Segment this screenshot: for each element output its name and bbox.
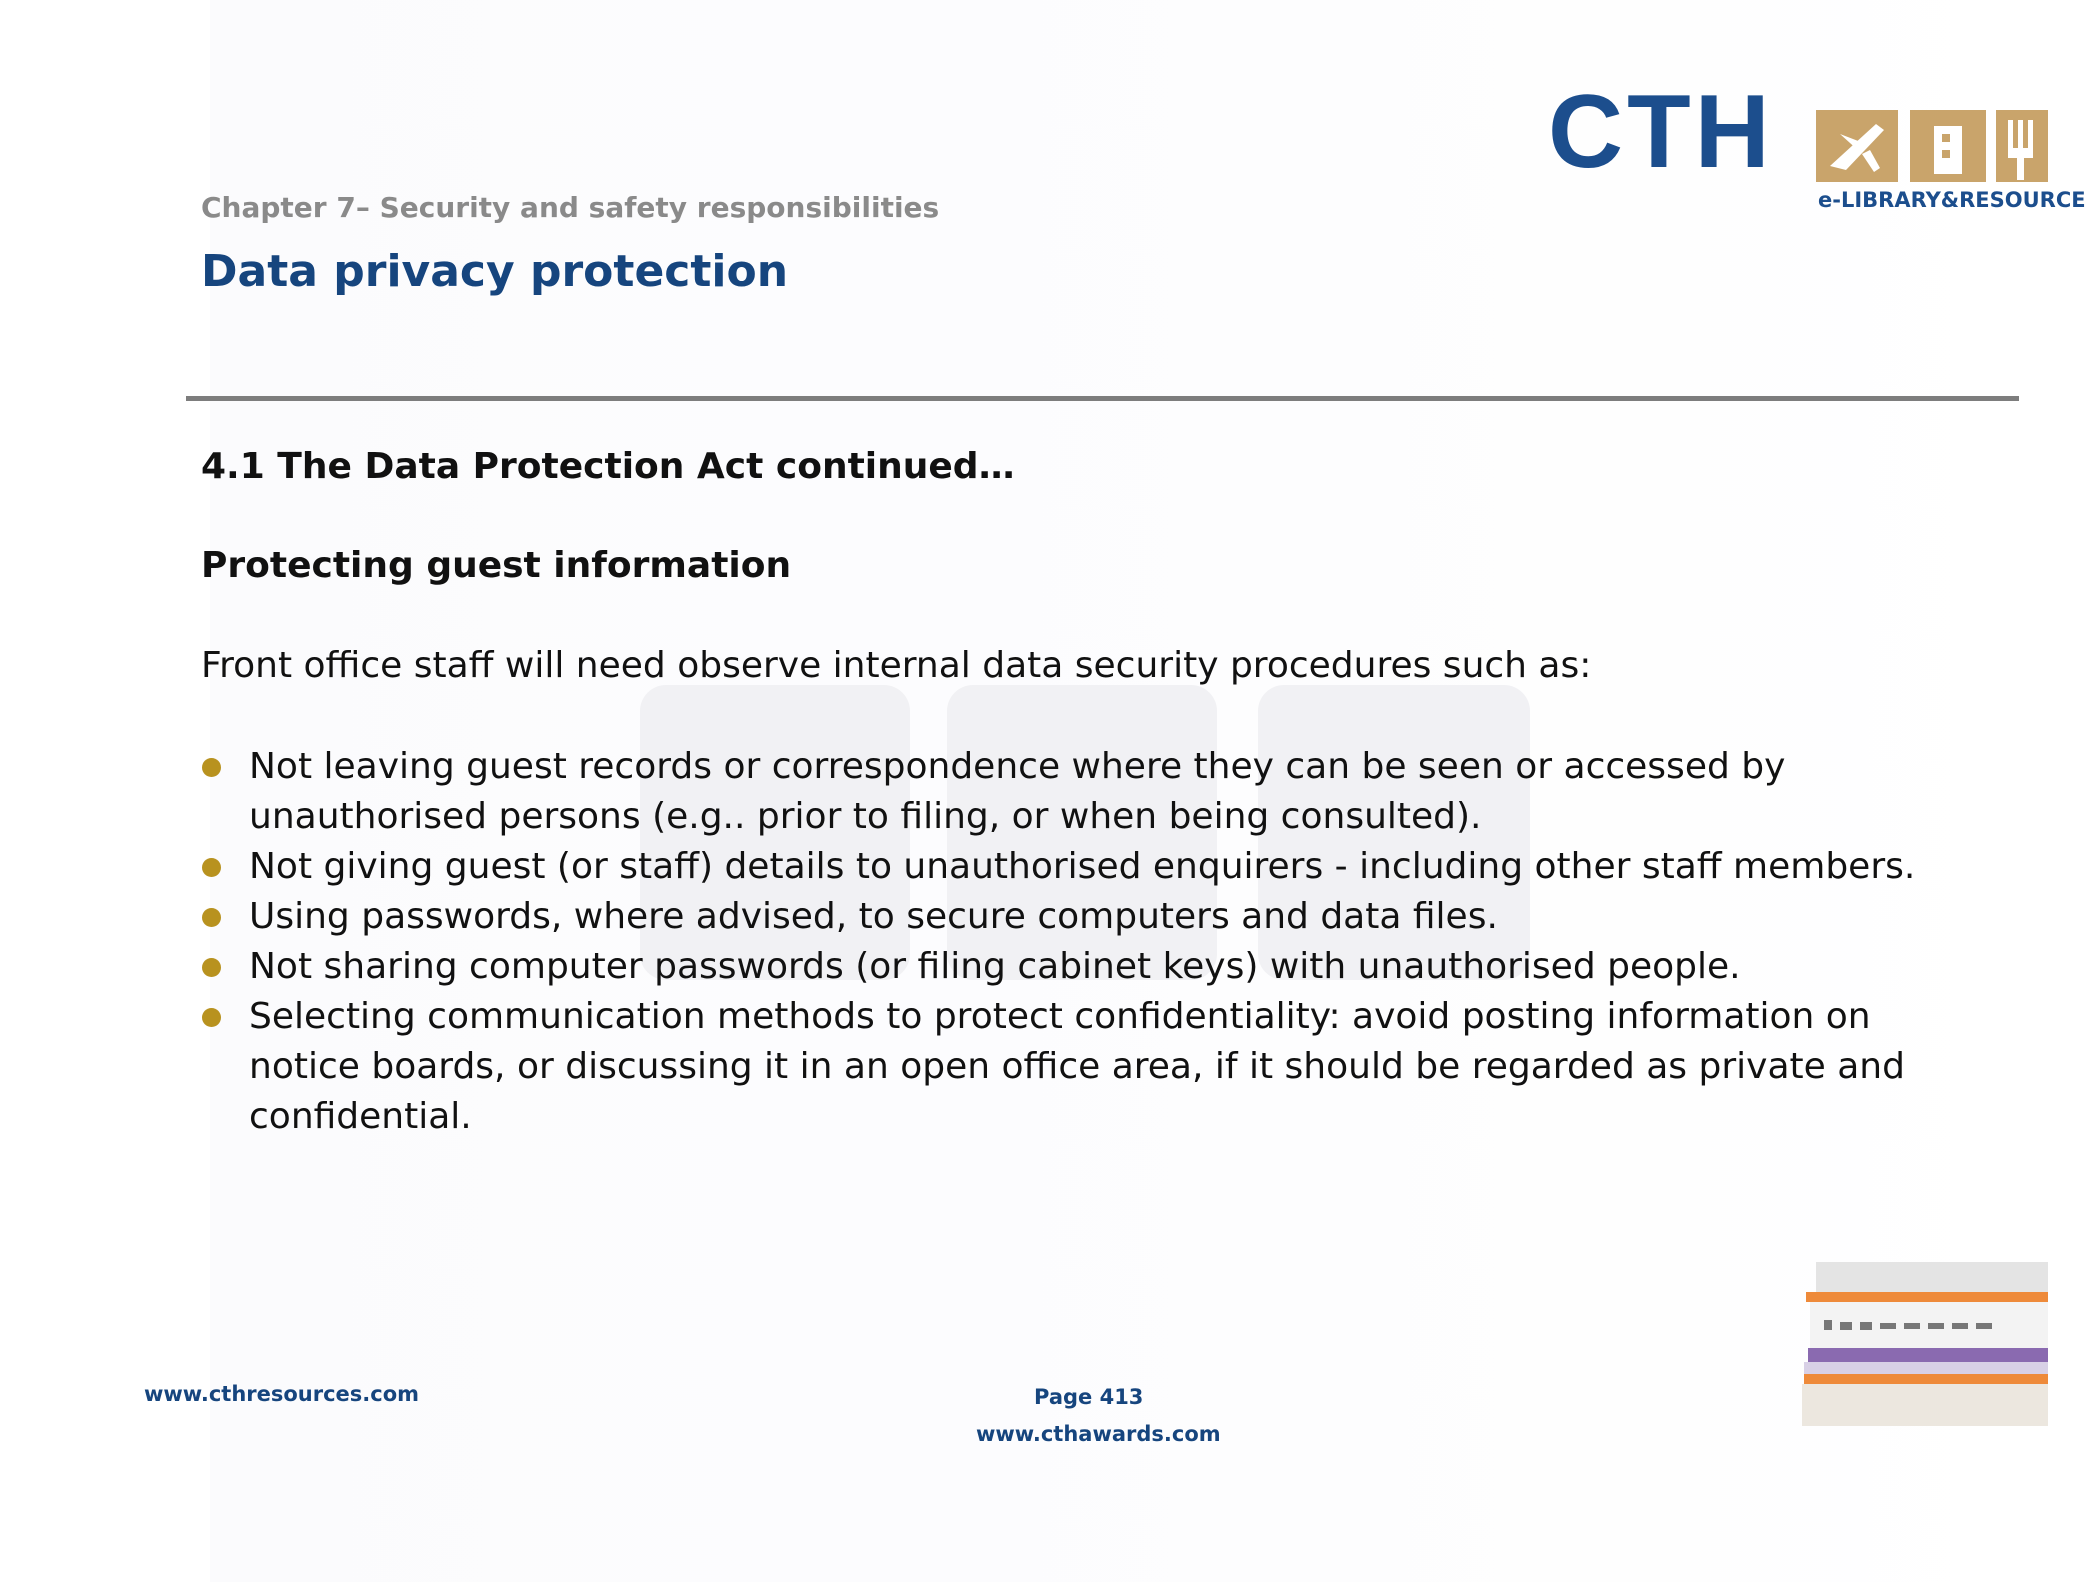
logo-text: CTH bbox=[1548, 74, 1774, 190]
list-item bbox=[201, 992, 1981, 1142]
airplane-icon bbox=[1816, 110, 1898, 182]
list-item bbox=[201, 742, 1981, 842]
section-heading: 4.1 The Data Protection Act continued… bbox=[201, 446, 1015, 487]
fork-icon bbox=[1996, 110, 2048, 182]
books-illustration bbox=[1800, 1262, 2048, 1432]
sub-heading: Protecting guest information bbox=[201, 545, 792, 586]
list-item bbox=[201, 942, 1981, 992]
building-icon bbox=[1910, 110, 1986, 182]
bullet-icon bbox=[202, 958, 221, 977]
list-item-text: Not leaving guest records or correspondence where they can be seen or accessed by unauthorised persons (e.g.. prior to filing, or when being consulted). bbox=[249, 746, 1786, 837]
list-item-text: Selecting communication methods to protect confidentiality: avoid posting information on notice boards, or discussing it in an open office area, if it should be regarded as private and confidential. bbox=[249, 996, 1905, 1137]
bullet-icon bbox=[202, 758, 221, 777]
footer-resources-link[interactable]: www.cthresources.com bbox=[144, 1382, 420, 1406]
bullet-icon bbox=[202, 1008, 221, 1027]
cth-logo bbox=[1548, 74, 2086, 220]
procedures-list bbox=[201, 742, 1981, 1142]
header-divider bbox=[186, 396, 2019, 401]
intro-text: Front office staff will need observe internal data security procedures such as: bbox=[201, 645, 1592, 686]
list-item bbox=[201, 892, 1981, 942]
list-item-text: Using passwords, where advised, to secure computers and data files. bbox=[249, 896, 1498, 937]
list-item bbox=[201, 842, 1981, 892]
logo-subtitle: e-LIBRARY&RESOURCE bbox=[1818, 188, 2086, 212]
list-item-text: Not sharing computer passwords (or filing cabinet keys) with unauthorised people. bbox=[249, 946, 1741, 987]
chapter-label: Chapter 7– Security and safety responsibilities bbox=[201, 191, 940, 224]
page-title: Data privacy protection bbox=[201, 246, 789, 297]
page-number: Page 413 bbox=[1034, 1385, 1144, 1409]
bullet-icon bbox=[202, 858, 221, 877]
footer-awards-link[interactable]: www.cthawards.com bbox=[976, 1422, 1221, 1446]
bullet-icon bbox=[202, 908, 221, 927]
list-item-text: Not giving guest (or staff) details to unauthorised enquirers - including other staff members. bbox=[249, 846, 1916, 887]
